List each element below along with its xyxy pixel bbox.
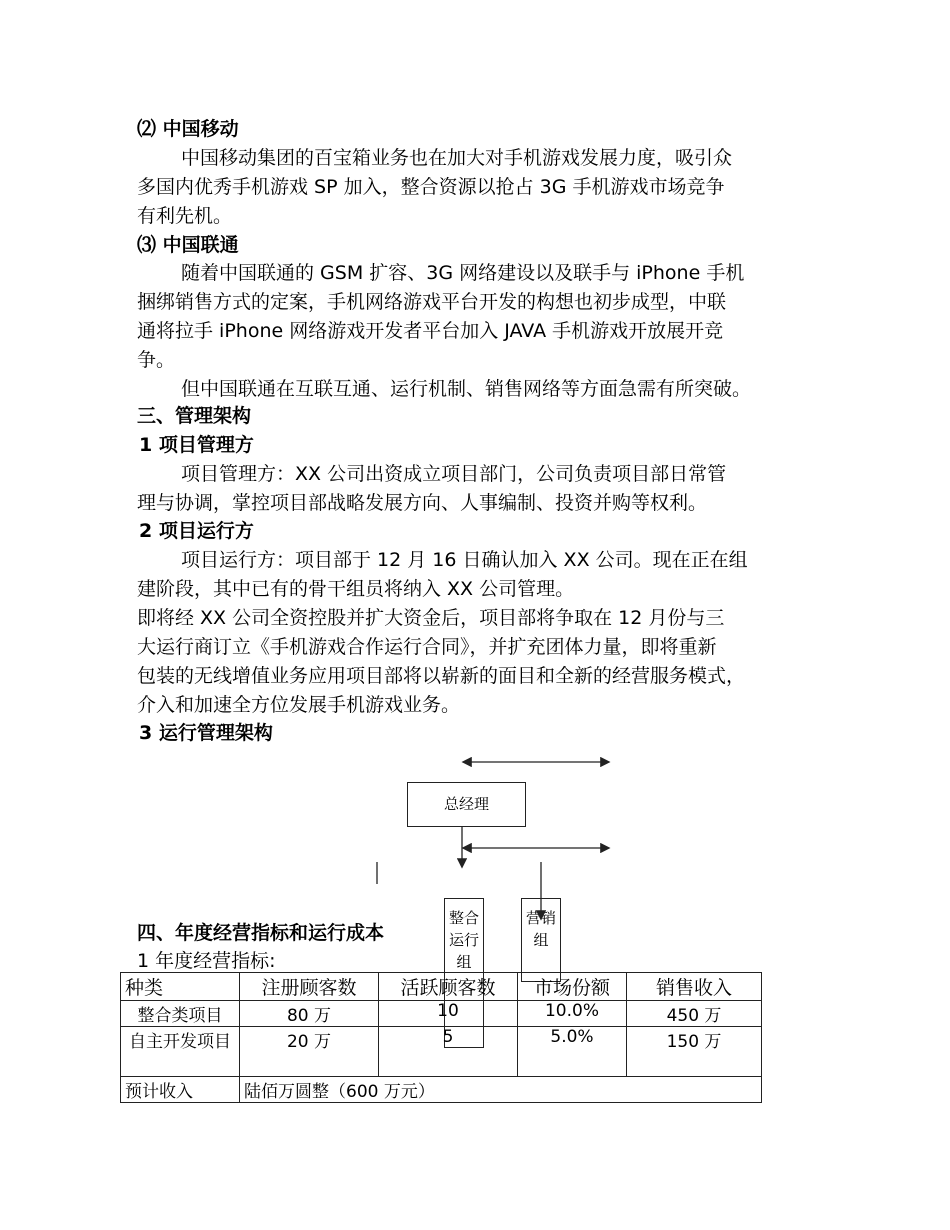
table-cell: 5 <box>379 1027 518 1077</box>
table-cell: 80 万 <box>240 1001 379 1027</box>
part-heading-annual-indicators: 四、年度经营指标和运行成本 <box>137 922 385 944</box>
section-heading-china-mobile: ⑵ 中国移动 <box>137 118 239 140</box>
table-cell: 陆佰万圆整（600 万元） <box>240 1077 762 1103</box>
paragraph-line: 有利先机。 <box>137 205 233 227</box>
table-header-cell: 活跃顾客数 <box>379 973 518 1001</box>
table-row <box>121 1027 762 1077</box>
paragraph-line: 多国内优秀手机游戏 SP 加入，整合资源以抢占 3G 手机游戏市场竞争 <box>137 176 725 198</box>
table-header-cell: 市场份额 <box>518 973 627 1001</box>
org-node-label: 整合运行组 <box>448 909 479 971</box>
table-total-row <box>121 1077 762 1103</box>
table-header-cell: 销售收入 <box>627 973 762 1001</box>
table-cell: 预计收入 <box>121 1077 240 1103</box>
table-cell: 整合类项目 <box>121 1001 240 1027</box>
paragraph-line: 随着中国联通的 GSM 扩容、3G 网络建设以及联手与 iPhone 手机 <box>181 262 745 284</box>
paragraph-line: 但中国联通在互联互通、运行机制、销售网络等方面急需有所突破。 <box>181 378 752 400</box>
table-cell: 150 万 <box>627 1027 762 1077</box>
paragraph-line: 项目管理方：XX 公司出资成立项目部门，公司负责项目部日常管 <box>181 463 727 485</box>
table-header-cell: 种类 <box>121 973 240 1001</box>
paragraph-line: 中国移动集团的百宝箱业务也在加大对手机游戏发展力度，吸引众 <box>181 147 733 169</box>
table-cell: 5.0% <box>518 1027 627 1077</box>
subsection-heading: 1 年度经营指标: <box>137 950 276 972</box>
paragraph-line: 捆绑销售方式的定案，手机网络游戏平台开发的构想也初步成型，中联 <box>137 291 727 313</box>
org-node-label: 营销组 <box>525 909 556 949</box>
subsection-heading: 3 运行管理架构 <box>139 722 273 744</box>
table-header-row <box>121 973 762 1001</box>
table-header-cell: 注册顾客数 <box>240 973 379 1001</box>
paragraph-line: 争。 <box>137 349 176 371</box>
paragraph-line: 包装的无线增值业务应用项目部将以崭新的面目和全新的经营服务模式， <box>137 665 746 687</box>
section-heading-china-unicom: ⑶ 中国联通 <box>137 234 239 256</box>
paragraph-line: 大运行商订立《手机游戏合作运行合同》，并扩充团体力量，即将重新 <box>137 636 717 658</box>
org-node-label: 总经理 <box>443 795 489 813</box>
paragraph-line: 理与协调，掌控项目部战略发展方向、人事编制、投资并购等权利。 <box>137 492 708 514</box>
table-row <box>121 1001 762 1027</box>
annual-indicators-table <box>120 972 762 1103</box>
table-cell: 10.0% <box>518 1001 627 1027</box>
paragraph-line: 项目运行方：项目部于 12 月 16 日确认加入 XX 公司。现在正在组 <box>181 549 748 571</box>
paragraph-line: 通将拉手 iPhone 网络游戏开发者平台加入 JAVA 手机游戏开放展开竞 <box>137 320 724 342</box>
table-cell: 10 <box>379 1001 518 1027</box>
paragraph-line: 建阶段，其中已有的骨干组员将纳入 XX 公司管理。 <box>137 578 575 600</box>
table-cell: 450 万 <box>627 1001 762 1027</box>
part-heading-management-structure: 三、管理架构 <box>137 405 252 427</box>
table-cell: 20 万 <box>240 1027 379 1077</box>
paragraph-line: 介入和加速全方位发展手机游戏业务。 <box>137 694 461 716</box>
subsection-heading: 2 项目运行方 <box>139 520 254 542</box>
table-cell: 自主开发项目 <box>121 1027 240 1077</box>
paragraph-line: 即将经 XX 公司全资控股并扩大资金后，项目部将争取在 12 月份与三 <box>137 607 725 629</box>
subsection-heading: 1 项目管理方 <box>139 434 254 456</box>
